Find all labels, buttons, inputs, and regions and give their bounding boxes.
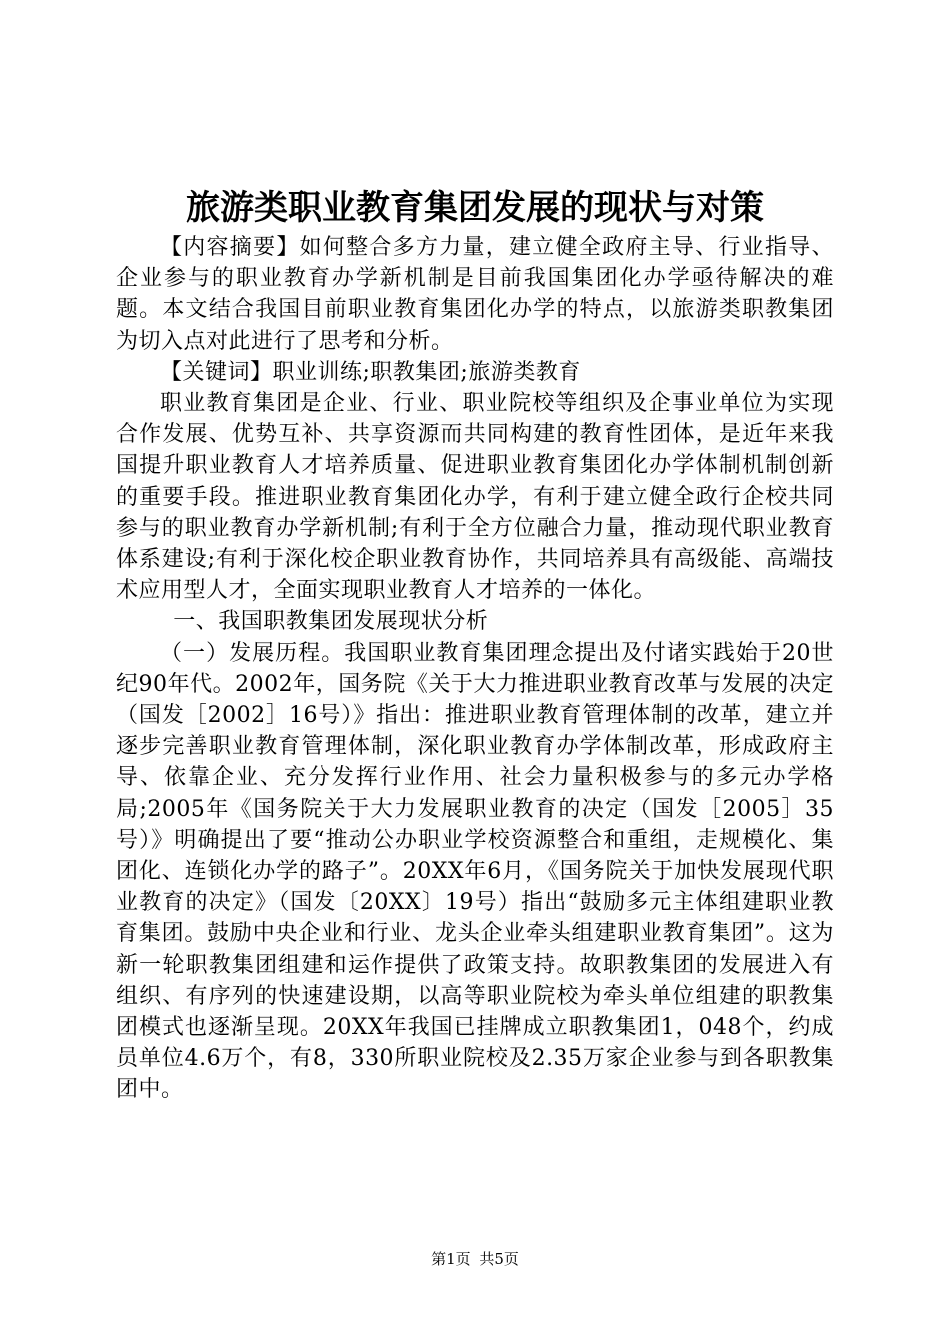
page-title: 旅游类职业教育集团发展的现状与对策: [186, 188, 764, 228]
document-body: [116, 232, 834, 1106]
keywords-paragraph: 【关键词】职业训练;职教集团;旅游类教育: [160, 359, 581, 385]
page-total: 共5页: [479, 1250, 519, 1268]
intro-paragraph: 职业教育集团是企业、行业、职业院校等组织及企事业单位为实现合作发展、优势互补、共享资源而共同构建的教育性团体，是近年来我国提升职业教育人才培养质量、促进职业教育集团化办学体制机制创新的重要手段。推进职业教育集团化办学，有利于建立健全政行企校共同参与的职业教育办学新机制;有利于全方位融合力量，推动现代职业教育体系建设;有利于深化校企职业教育协作，共同培养具有高级能、高端技术应用型人才，全面实现职业教育人才培养的一体化。: [116, 391, 834, 604]
abstract-paragraph: 【内容摘要】如何整合多方力量，建立健全政府主导、行业指导、企业参与的职业教育办学新机制是目前我国集团化办学亟待解决的难题。本文结合我国目前职业教育集团化办学的特点，以旅游类职教集团为切入点对此进行了思考和分析。: [116, 235, 834, 354]
section-paragraph: （一）发展历程。我国职业教育集团理念提出及付诸实践始于20世纪90年代。2002年，国务院《关于大力推进职业教育改革与发展的决定（国发［2002］16号）》指出：推进职业教育管理体制的改革，建立并逐步完善职业教育管理体制，深化职业教育办学体制改革，形成政府主导、依靠企业、充分发挥行业作用、社会力量积极参与的多元办学格局;2005年《国务院关于大力发展职业教育的决定（国发［2005］35号）》明确提出了要“推动公办职业学校资源整合和重组，走规模化、集团化、连锁化办学的路子”。20XX年6月，《国务院关于加快发展现代职业教育的决定》（国发〔20XX〕19号）指出“鼓励多元主体组建职业教育集团。鼓励中央企业和行业、龙头企业牵头组建职业教育集团”。这为新一轮职教集团组建和运作提供了政策支持。故职教集团的发展进入有组织、有序列的快速建设期，以高等职业院校为牵头单位组建的职教集团模式也逐渐呈现。20XX年我国已挂牌成立职教集团1，048个，约成员单位4.6万个，有8，330所职业院校及2.35万家企业参与到各职教集团中。: [116, 640, 834, 1103]
section-heading: 一、我国职教集团发展现状分析: [173, 609, 489, 635]
page-number: 第1页: [431, 1250, 471, 1268]
page-footer: [0, 1249, 950, 1269]
